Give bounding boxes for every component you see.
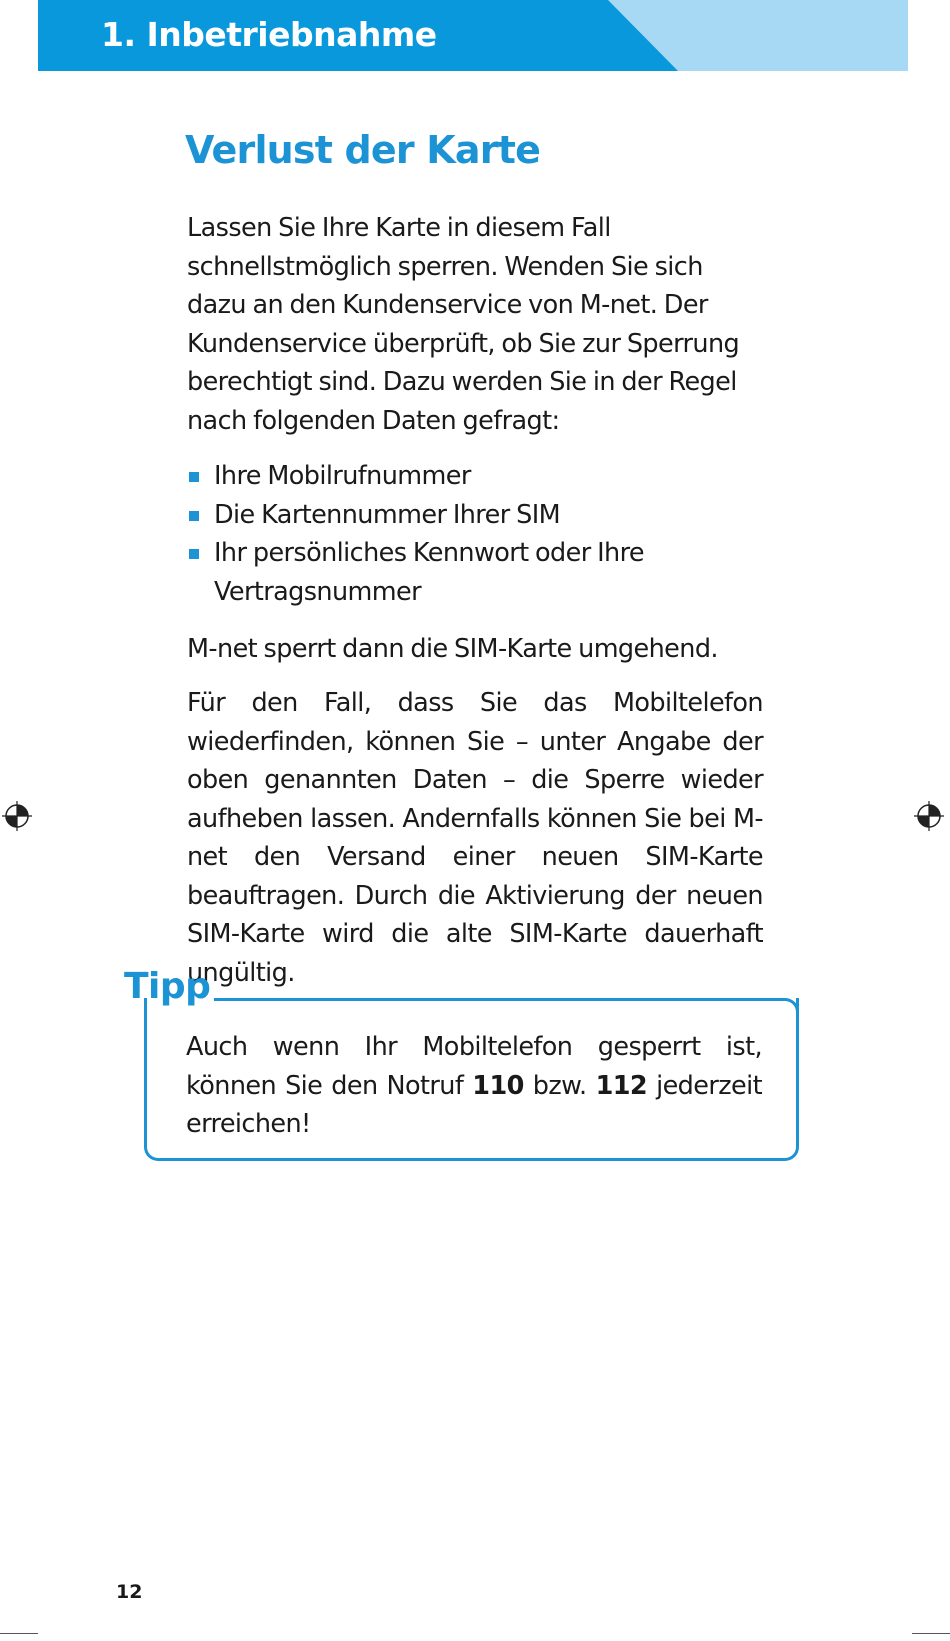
header-accent-shape bbox=[608, 0, 908, 71]
found-phone-paragraph: Für den Fall, dass Sie das Mobiltelefon wiederfinden, können Sie – unter Angabe der oben genannten Daten – die Sperre wieder aufheben lassen. Andernfalls können Sie bei M-net den Versand einer neuen SIM-Karte beauftragen. Durch die Aktivierung der neuen SIM-Karte wird die alte SIM-Karte dauerhaft ungültig. bbox=[187, 688, 763, 988]
section-title: Verlust der Karte bbox=[185, 128, 541, 172]
page-number: 12 bbox=[116, 1581, 143, 1603]
tipp-text-start: Auch wenn Ihr Mobiltelefon gesperrt ist, können Sie den Notruf bbox=[186, 1032, 762, 1101]
list-item: Die Kartennummer Ihrer SIM bbox=[187, 496, 763, 535]
required-data-list bbox=[187, 457, 763, 611]
chapter-header bbox=[38, 0, 908, 71]
intro-paragraph: Lassen Sie Ihre Karte in diesem Fall schnellstmöglich sperren. Wenden Sie sich dazu an den Kundenservice von M-net. Der Kundenservice überprüft, ob Sie zur Sperrung berechtigt sind. Dazu werden Sie in der Regel nach folgenden Daten gefragt: bbox=[187, 213, 740, 436]
emergency-number-112: 112 bbox=[595, 1070, 648, 1101]
tipp-text bbox=[186, 1028, 762, 1144]
list-item: Ihr persönliches Kennwort oder Ihre Vertragsnummer bbox=[187, 534, 763, 611]
block-notice-paragraph: M-net sperrt dann die SIM-Karte umgehend. bbox=[187, 634, 718, 664]
crosshair-registration-icon bbox=[914, 801, 944, 831]
emergency-number-110: 110 bbox=[472, 1070, 524, 1101]
tipp-text-end: jederzeit erreichen! bbox=[186, 1070, 762, 1139]
crosshair-registration-icon bbox=[2, 801, 32, 831]
list-item: Ihre Mobilrufnummer bbox=[187, 457, 763, 496]
chapter-title: 1. Inbetriebnahme bbox=[101, 15, 437, 54]
tipp-text-middle: bzw. bbox=[523, 1070, 596, 1101]
trim-mark-right bbox=[912, 1633, 950, 1634]
tipp-heading: Tipp bbox=[124, 966, 211, 1007]
trim-mark-left bbox=[0, 1633, 38, 1634]
